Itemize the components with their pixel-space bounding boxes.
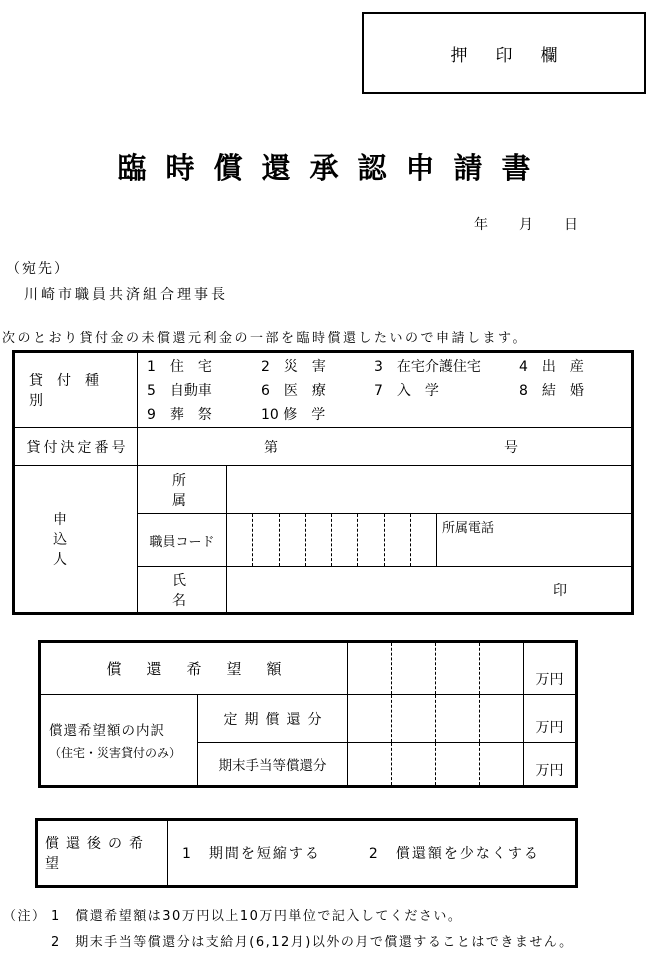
- decision-number-header: 貸付決定番号: [15, 428, 138, 466]
- preference-header: 償還後の希望: [38, 821, 168, 885]
- affiliation-header: 所属: [138, 466, 227, 514]
- footnote-line: [3, 904, 574, 930]
- loan-type-option: 8 結 婚: [519, 383, 584, 399]
- decision-number-suffix: 号: [504, 439, 518, 456]
- bonus-redemption-header: 期末手当等償還分: [198, 743, 348, 785]
- amount-digit-box[interactable]: [391, 743, 435, 785]
- affiliation-phone-field[interactable]: [437, 514, 631, 567]
- footnotes: [3, 904, 574, 956]
- name-header: 氏名: [138, 567, 227, 612]
- employee-code-digit-box[interactable]: [331, 514, 357, 566]
- bonus-redemption-field[interactable]: [348, 743, 524, 785]
- amount-digit-box[interactable]: [435, 643, 479, 694]
- date-line: 年 月 日: [474, 217, 579, 233]
- footnote-text: 2 期末手当等償還分は支給月(6,12月)以外の月で償還することはできません。: [51, 935, 574, 950]
- page-title: 臨時償還承認申請書: [117, 151, 550, 185]
- employee-code-digit-box[interactable]: [252, 514, 278, 566]
- seal-mark: 印: [553, 582, 567, 599]
- seal-box-label: 押印欄: [450, 45, 586, 66]
- seal-box: [362, 12, 646, 94]
- loan-type-option: 2 災 害: [261, 359, 326, 375]
- amount-digit-box[interactable]: [479, 695, 523, 742]
- intro-sentence: 次のとおり貸付金の未償還元利金の一部を臨時償還したいので申請します。: [2, 331, 528, 346]
- loan-type-header: 貸付種別: [15, 353, 138, 428]
- breakdown-header: 償還希望額の内訳 （住宅・災害貸付のみ）: [41, 695, 198, 785]
- name-field[interactable]: [227, 567, 631, 612]
- employee-code-digit-box[interactable]: [357, 514, 383, 566]
- unit-label: 万円: [524, 695, 575, 743]
- applicant-header: 申込人: [15, 466, 138, 612]
- desired-amount-field[interactable]: [348, 643, 524, 695]
- loan-type-option: 4 出 産: [519, 359, 584, 375]
- loan-type-option: 5 自動車: [147, 383, 212, 399]
- loan-type-options: [138, 353, 631, 428]
- loan-applicant-table: [12, 350, 634, 615]
- preference-options[interactable]: 1 期間を短縮する 2 償還額を少なくする: [182, 846, 540, 862]
- loan-type-option: 9 葬 祭: [147, 407, 212, 423]
- redemption-amount-table: [38, 640, 578, 788]
- amount-digit-box[interactable]: [391, 643, 435, 694]
- amount-digit-box[interactable]: [435, 695, 479, 742]
- addressee-name: 川崎市職員共済組合理事長: [24, 287, 228, 303]
- decision-number-prefix: 第: [264, 439, 278, 456]
- amount-digit-box[interactable]: [435, 743, 479, 785]
- affiliation-phone-label: 所属電話: [442, 521, 495, 536]
- footnote-line: [3, 930, 574, 956]
- periodic-redemption-header: 定期償還分: [198, 695, 348, 743]
- loan-type-option: 3 在宅介護住宅: [374, 359, 481, 375]
- amount-digit-box[interactable]: [348, 643, 391, 694]
- employee-code-digit-box[interactable]: [410, 514, 436, 566]
- loan-type-option: 10 修 学: [261, 407, 326, 423]
- decision-number-field[interactable]: [138, 428, 631, 466]
- affiliation-field[interactable]: [227, 466, 631, 514]
- amount-digit-box[interactable]: [479, 743, 523, 785]
- amount-digit-box[interactable]: [348, 743, 391, 785]
- employee-code-digit-box[interactable]: [305, 514, 331, 566]
- employee-code-field[interactable]: [227, 514, 437, 567]
- footnote-text: 1 償還希望額は30万円以上10万円単位で記入してください。: [51, 909, 463, 924]
- unit-label: 万円: [524, 643, 575, 695]
- amount-digit-box[interactable]: [391, 695, 435, 742]
- loan-type-option: 1 住 宅: [147, 359, 212, 375]
- employee-code-header: 職員コード: [138, 514, 227, 567]
- employee-code-digit-box[interactable]: [279, 514, 305, 566]
- amount-digit-box[interactable]: [348, 695, 391, 742]
- periodic-redemption-field[interactable]: [348, 695, 524, 743]
- footnote-prefix: （注）: [3, 909, 47, 924]
- loan-type-option: 6 医 療: [261, 383, 326, 399]
- preference-table: [35, 818, 578, 888]
- employee-code-digit-box[interactable]: [384, 514, 410, 566]
- loan-type-option: 7 入 学: [374, 383, 439, 399]
- desired-amount-header: 償還希望額: [41, 643, 348, 695]
- amount-digit-box[interactable]: [479, 643, 523, 694]
- unit-label: 万円: [535, 763, 564, 779]
- employee-code-digit-box[interactable]: [227, 514, 252, 566]
- addressee-prefix: （宛先）: [6, 261, 70, 277]
